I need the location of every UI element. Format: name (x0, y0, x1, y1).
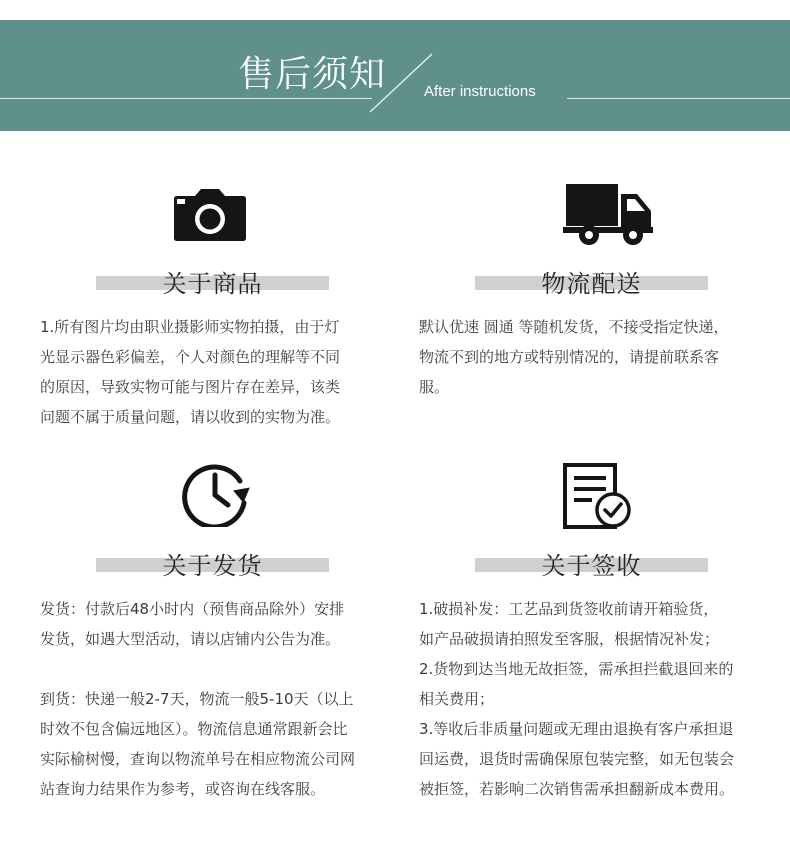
text-line: 实际榆树慢，查询以物流单号在相应物流公司网 (40, 750, 356, 768)
camera-icon (173, 188, 247, 242)
paragraph-spacer (40, 654, 355, 684)
section-heading-logistics: 物流配送 (541, 270, 642, 298)
text-line: 相关费用； (419, 690, 495, 708)
text-line: 默认优速 圆通 等随机发货，不接受指定快递， (419, 318, 729, 336)
text-line: 发货，如遇大型活动，请以店铺内公告为准。 (40, 630, 341, 648)
page-subtitle: After instructions (424, 83, 536, 100)
text-line: 服。 (419, 378, 450, 396)
section-text-product (40, 312, 340, 432)
text-line: 3.等收后非质量问题或无理由退换有客户承担退 (419, 720, 734, 738)
text-line: 如产品破损请拍照发至客服，根据情况补发； (419, 630, 720, 648)
text-line: 2.货物到达当地无故拒签，需承担拦截退回来的 (419, 660, 734, 678)
text-line: 的原因，导致实物可能与图片存在差异，该类 (40, 378, 341, 396)
text-line: 物流不到的地方或特别情况的，请提前联系客 (419, 348, 720, 366)
clock-icon (180, 459, 254, 527)
text-line: 站查询力结果作为参考，或咨询在线客服。 (40, 780, 326, 798)
text-line: 问题不属于质量问题，请以收到的实物为准。 (40, 408, 341, 426)
text-line: 回运费，退货时需确保原包装完整，如无包装会 (419, 750, 735, 768)
page-title: 售后须知 (238, 54, 387, 95)
section-heading-shipping: 关于发货 (162, 552, 263, 580)
text-line: 时效不包含偏远地区）。物流信息通常跟新会比 (40, 720, 348, 738)
text-line: 到货：快递一般2-7天，物流一般5-10天（以上 (40, 690, 354, 708)
truck-icon (563, 183, 655, 248)
header-banner (0, 20, 790, 131)
text-line: 1.所有图片均由职业摄影师实物拍摄，由于灯 (40, 318, 340, 336)
text-line: 1.破损补发：工艺品到货签收前请开箱验货， (419, 600, 719, 618)
divider-line-right (567, 98, 790, 99)
section-heading-product: 关于商品 (162, 270, 263, 298)
section-text-shipping (40, 594, 355, 804)
section-text-logistics (419, 312, 729, 402)
divider-line-left (0, 98, 372, 99)
text-line: 光显示器色彩偏差，个人对颜色的理解等不同 (40, 348, 341, 366)
text-line: 发货：付款后48小时内（预售商品除外）安排 (40, 600, 345, 618)
section-heading-receipt: 关于签收 (541, 552, 642, 580)
section-text-receipt (419, 594, 734, 804)
document-check-icon (562, 462, 634, 530)
text-line: 被拒签，若影响二次销售需承担翻新成本费用。 (419, 780, 735, 798)
